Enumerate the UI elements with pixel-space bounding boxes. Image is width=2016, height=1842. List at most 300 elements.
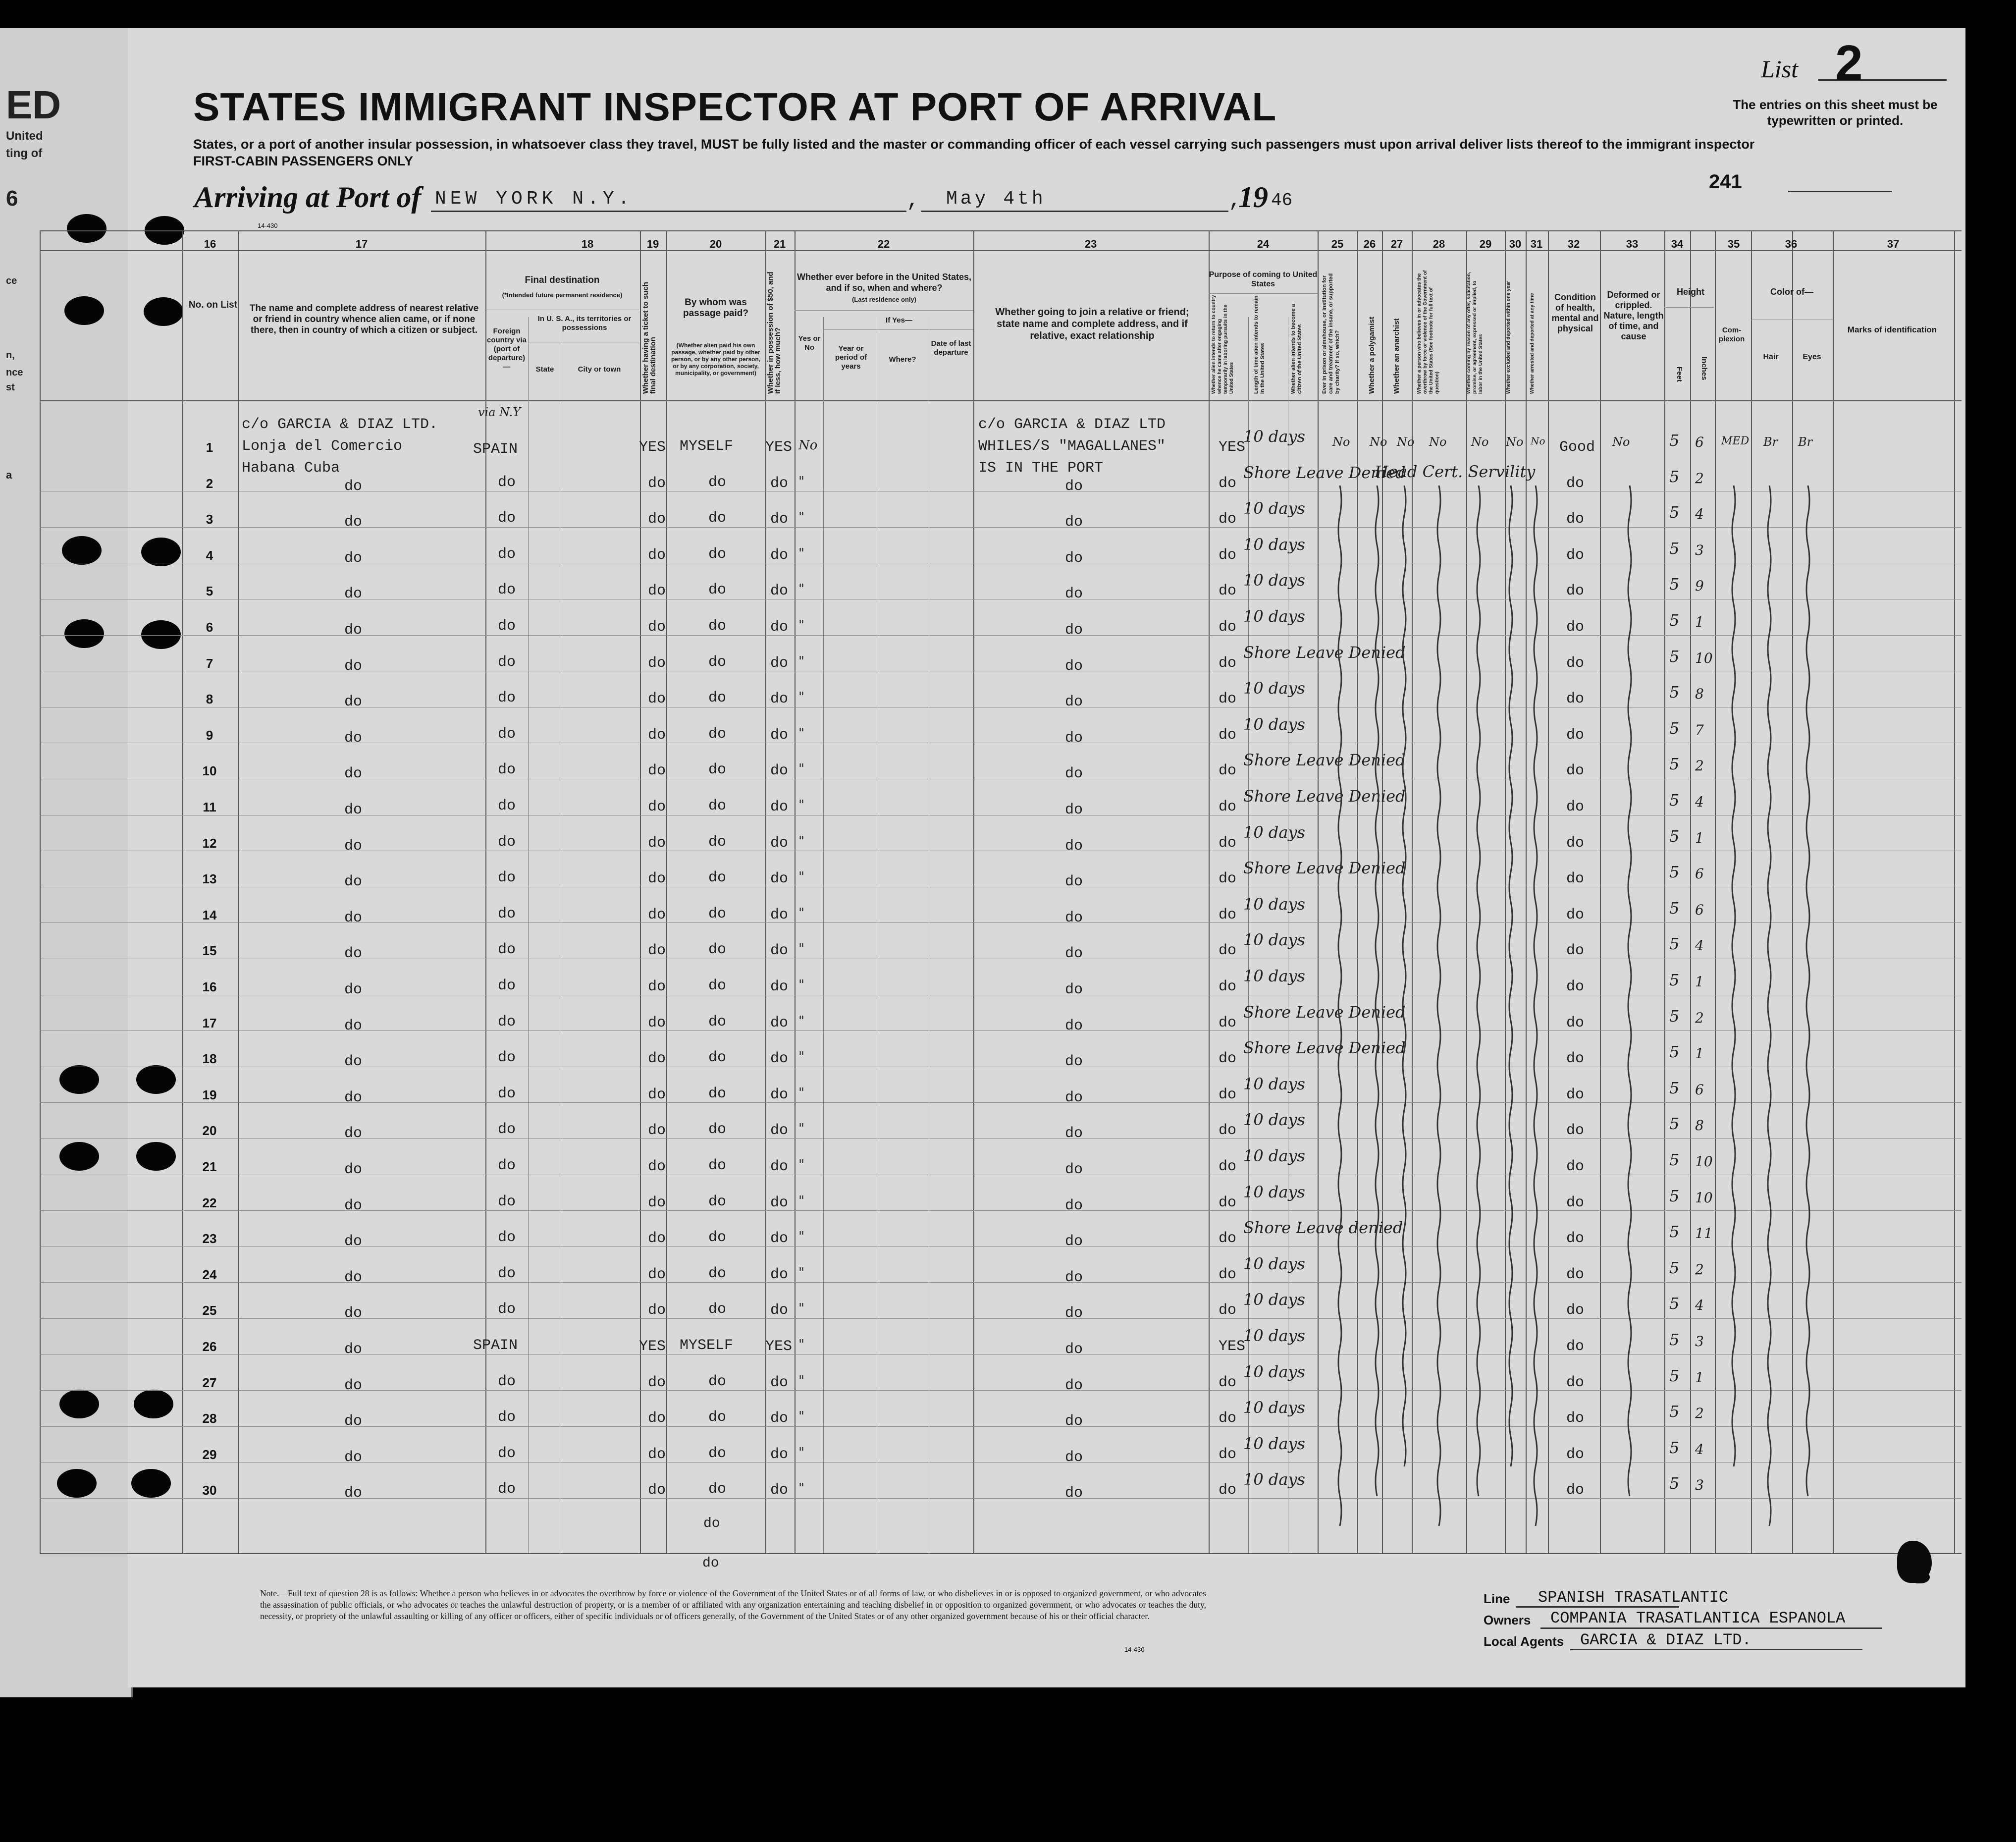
- ticket-value: do: [648, 1374, 666, 1391]
- length-of-stay: 10 days: [1243, 607, 1305, 626]
- destination-country: do: [498, 1013, 516, 1030]
- column-number: 32: [1567, 238, 1580, 250]
- header-inches: Inches: [1700, 357, 1708, 380]
- column-number: 26: [1363, 238, 1376, 250]
- relative-ditto: do: [344, 909, 363, 926]
- ticket-value: do: [648, 726, 666, 744]
- column-number: 33: [1626, 238, 1639, 250]
- table-top-rule: [40, 230, 1962, 231]
- relative-ditto: do: [344, 1377, 363, 1394]
- header-relative: The name and complete address of nearest relative or friend in country whence alien came, or if none there, then in country of which a citizen or subject.: [249, 303, 479, 335]
- return-value: do: [1219, 654, 1237, 672]
- footnote-question-28: Note.—Full text of question 28 is as follows: Whether a person who believes in or advocates the overthrow by force or violence of the Government of the United States or of all forms of law, or who disbelieves in or is opposed to organized government, or who advocates the assassination of public officials, or who advocates or teaches the unlawful destruction of property, or is a member of or affiliated with any organization entertaining and teaching disbelief in or opposition to organized government, or who advocates or teaches the duty, necessity, or propriety of the unlawful assaulting or killing of any officer or officers, either of specific individuals or of officers generally, of the Government of the United States or of any other organized government because of his or their official character.: [260, 1588, 1206, 1621]
- money-value: do: [770, 1086, 789, 1103]
- length-of-stay: 10 days: [1243, 1182, 1305, 1201]
- fragment-text: ting of: [6, 147, 43, 160]
- subheader-rule: [1664, 307, 1714, 308]
- header-where: Where?: [889, 355, 916, 364]
- health-condition: do: [1566, 475, 1585, 492]
- length-of-stay: 10 days: [1243, 571, 1305, 590]
- header-deformed: Deformed or crippled. Nature, length of time, and cause: [1603, 290, 1664, 341]
- header-foreign-country: Foreign country via (port of departure)—: [486, 327, 527, 371]
- row-number: 8: [206, 692, 213, 707]
- return-value: do: [1219, 1050, 1237, 1068]
- length-of-stay: Shore Leave Denied: [1243, 1038, 1406, 1058]
- owners-underline: [1540, 1627, 1882, 1629]
- relative-ditto: do: [344, 1305, 363, 1322]
- destination-country: SPAIN: [473, 1337, 518, 1354]
- before-in-us: ": [798, 725, 804, 741]
- column-number: 21: [773, 238, 786, 250]
- money-value: do: [770, 619, 789, 636]
- joining-ditto: do: [1065, 586, 1083, 603]
- height-inches: 1: [1695, 974, 1704, 990]
- ticket-value: do: [648, 546, 666, 564]
- money-value: do: [770, 1266, 789, 1283]
- height-inches: 4: [1695, 1441, 1704, 1458]
- header-class: FIRST-CABIN PASSENGERS ONLY: [193, 154, 414, 168]
- return-value: do: [1219, 906, 1237, 923]
- before-in-us: ": [798, 798, 804, 813]
- destination-country: do: [498, 545, 516, 563]
- height-inches: 1: [1695, 1369, 1704, 1386]
- return-value: do: [1219, 1230, 1237, 1247]
- height-feet: 5: [1669, 1294, 1680, 1313]
- passage-paid: do: [708, 905, 727, 922]
- money-value: do: [770, 726, 789, 744]
- height-inches: 4: [1695, 1297, 1704, 1314]
- height-inches: 3: [1695, 1477, 1704, 1494]
- return-value: do: [1219, 1482, 1237, 1499]
- relative-ditto: do: [344, 1485, 363, 1502]
- destination-country: do: [498, 1409, 516, 1426]
- header-list-number: No. on List: [188, 300, 238, 310]
- before-in-us: ": [798, 1301, 804, 1316]
- passage-paid: do: [708, 1193, 727, 1210]
- height-feet: 5: [1669, 539, 1680, 558]
- stray-ditto: do: [702, 1556, 719, 1571]
- length-of-stay: 10 days: [1243, 822, 1305, 842]
- labor-offer: No: [1506, 435, 1524, 449]
- before-in-us: ": [798, 1229, 804, 1245]
- passage-paid: do: [708, 1121, 727, 1138]
- joining-ditto: do: [1065, 1233, 1083, 1250]
- health-condition: do: [1566, 978, 1585, 995]
- before-in-us: ": [798, 545, 804, 561]
- relative-ditto: do: [344, 1089, 363, 1106]
- relative-ditto: do: [344, 729, 363, 747]
- height-feet: 5: [1669, 467, 1680, 486]
- destination-country: do: [498, 1085, 516, 1102]
- passage-paid: do: [708, 1013, 727, 1030]
- ticket-value: do: [648, 1302, 666, 1319]
- health-condition: do: [1566, 762, 1585, 780]
- header-final-destination-sub: (*Intended future permanent residence): [502, 291, 623, 299]
- height-feet: 5: [1669, 1330, 1680, 1349]
- relative-ditto: do: [344, 765, 363, 783]
- height-feet: 5: [1669, 1042, 1680, 1062]
- before-in-us: ": [798, 1373, 804, 1388]
- ticket-value: do: [648, 619, 666, 636]
- row-number: 15: [202, 943, 217, 959]
- destination-country: do: [498, 869, 516, 887]
- money-value: do: [770, 1446, 789, 1463]
- comma: ,: [1228, 188, 1242, 213]
- height-inches: 11: [1695, 1225, 1713, 1242]
- money-value: do: [770, 1230, 789, 1247]
- port-value: NEW YORK N.Y.: [435, 188, 634, 210]
- fragment-text: 6: [6, 186, 18, 211]
- length-of-stay: 10 days: [1243, 535, 1305, 554]
- money-value: do: [770, 942, 789, 960]
- list-number: 2: [1835, 35, 1863, 91]
- header-feet: Feet: [1675, 367, 1684, 382]
- before-in-us: ": [798, 1121, 804, 1137]
- header-purpose: Purpose of coming to United States: [1209, 271, 1318, 288]
- relative-address-line: c/o GARCIA & DIAZ LTD.: [242, 416, 438, 433]
- height-feet: 5: [1669, 863, 1680, 882]
- money-value: do: [770, 834, 789, 852]
- column-number: 30: [1509, 238, 1522, 250]
- passage-paid: do: [708, 977, 727, 994]
- health-condition: do: [1566, 1410, 1585, 1427]
- height-inches: 2: [1695, 470, 1704, 487]
- length-of-stay: 10 days: [1243, 1470, 1305, 1489]
- destination-country: do: [498, 905, 516, 922]
- header-state: State: [535, 365, 554, 374]
- row-number: 13: [202, 871, 217, 887]
- health-condition: do: [1566, 1086, 1585, 1103]
- joining-ditto: do: [1065, 622, 1083, 639]
- height-inches: 6: [1695, 434, 1704, 450]
- deformed: No: [1612, 435, 1630, 449]
- header-instructions: States, or a port of another insular possession, in whatsoever class they travel, MUST be fully listed and the master or commanding officer of each vessel carrying such passengers must upon arrival deliver lists thereof to the immigrant inspector: [193, 137, 1755, 152]
- health-condition: do: [1566, 619, 1585, 636]
- prison: No: [1370, 435, 1387, 449]
- height-inches: 1: [1695, 614, 1704, 630]
- row-rule: [40, 1318, 1962, 1319]
- before-in-us: ": [798, 1157, 804, 1172]
- page-title: STATES IMMIGRANT INSPECTOR AT PORT OF ARRIVAL: [193, 85, 1277, 129]
- list-label: List: [1761, 55, 1799, 83]
- row-rule: [40, 1462, 1962, 1463]
- return-value: do: [1219, 1374, 1237, 1391]
- length-of-stay: 10 days: [1243, 1074, 1305, 1093]
- date-value: May 4th: [946, 188, 1046, 210]
- height-feet: 5: [1669, 503, 1680, 522]
- before-in-us: ": [798, 1265, 804, 1280]
- before-in-us: ": [798, 1013, 804, 1029]
- column-number: 28: [1432, 238, 1445, 250]
- fragment-text: nce: [6, 367, 23, 378]
- joining-ditto: do: [1065, 981, 1083, 998]
- row-number: 6: [206, 620, 213, 635]
- joining-ditto: do: [1065, 1413, 1083, 1430]
- health-condition: do: [1566, 726, 1585, 744]
- row-number: 12: [202, 835, 217, 851]
- header-marks: Marks of identification: [1847, 325, 1937, 334]
- money-value: do: [770, 475, 789, 492]
- height-feet: 5: [1669, 1186, 1680, 1205]
- return-value: do: [1219, 583, 1237, 600]
- column-number: 25: [1331, 238, 1344, 250]
- row-rule: [40, 922, 1962, 923]
- row-rule: [40, 1426, 1962, 1427]
- row-number: 20: [202, 1123, 217, 1138]
- joining-ditto: do: [1065, 729, 1083, 747]
- before-in-us: ": [798, 510, 804, 525]
- row-rule: [40, 1102, 1962, 1103]
- joining-ditto: do: [1065, 1269, 1083, 1286]
- money-value: do: [770, 1482, 789, 1499]
- length-of-stay: 10 days: [1243, 1110, 1305, 1130]
- length-of-stay: 10 days: [1243, 967, 1305, 985]
- joining-ditto: do: [1065, 1485, 1083, 1502]
- joining-line: IS IN THE PORT: [978, 460, 1104, 477]
- row-number: 11: [203, 800, 216, 814]
- return-value: do: [1219, 511, 1237, 528]
- sheet-number: 241: [1709, 171, 1742, 193]
- health-condition: do: [1566, 1482, 1585, 1499]
- height-inches: 6: [1695, 1081, 1704, 1098]
- passage-paid: do: [708, 1445, 727, 1462]
- destination-country: do: [498, 1157, 516, 1174]
- health-condition: do: [1566, 1194, 1585, 1211]
- relative-ditto: do: [344, 657, 363, 675]
- joining-ditto: do: [1065, 1341, 1083, 1358]
- column-number: 27: [1390, 238, 1403, 250]
- height-feet: 5: [1669, 683, 1680, 702]
- joining-ditto: do: [1065, 478, 1083, 495]
- relative-ditto: do: [344, 514, 363, 531]
- header-purpose-return: Whether alien intends to return to country whence he came after engaging temporarily in laboring pursuits in the United States: [1211, 295, 1234, 394]
- table-bottom-rule: [40, 1553, 1962, 1554]
- row-number: 22: [202, 1195, 217, 1210]
- joining-ditto: do: [1065, 909, 1083, 926]
- return-value: do: [1219, 1158, 1237, 1175]
- joining-ditto: do: [1065, 1125, 1083, 1142]
- owners-value: COMPANIA TRASATLANTICA ESPANOLA: [1550, 1609, 1846, 1627]
- arriving-label: Arriving at Port of: [194, 181, 422, 214]
- relative-ditto: do: [344, 622, 363, 639]
- height-inches: 7: [1695, 721, 1704, 738]
- health-condition: do: [1566, 1302, 1585, 1319]
- row-rule: [40, 1210, 1962, 1211]
- money-value: do: [770, 762, 789, 780]
- excluded: No: [1531, 435, 1545, 447]
- joining-ditto: do: [1065, 873, 1083, 891]
- before-in-us: ": [798, 1049, 804, 1065]
- length-of-stay: 10 days: [1243, 1362, 1305, 1381]
- row-number: 17: [202, 1015, 217, 1030]
- ticket-value: do: [648, 1266, 666, 1283]
- row-number: 1: [206, 440, 213, 455]
- year-suffix: 46: [1271, 190, 1293, 211]
- column-number: 24: [1257, 238, 1270, 250]
- height-inches: 10: [1695, 1189, 1713, 1206]
- row-number: 14: [202, 907, 217, 922]
- height-inches: 9: [1695, 578, 1704, 595]
- relative-ditto: do: [344, 1269, 363, 1286]
- row-number: 27: [202, 1375, 217, 1390]
- ticket-value: do: [648, 654, 666, 672]
- passage-paid: do: [708, 798, 727, 814]
- height-feet: 5: [1669, 1078, 1680, 1097]
- before-in-us: ": [798, 1085, 804, 1100]
- height-feet: 5: [1669, 1222, 1680, 1242]
- length-of-stay: 10 days: [1243, 714, 1305, 734]
- return-value: YES: [1219, 1338, 1246, 1355]
- destination-country: do: [498, 1445, 516, 1462]
- header-before-sub: (Last residence only): [851, 296, 917, 303]
- destination-country: do: [498, 582, 516, 599]
- ticket-value: do: [648, 691, 666, 708]
- column-number: 22: [877, 238, 890, 250]
- row-rule: [40, 1030, 1962, 1031]
- passage-paid: do: [708, 653, 727, 671]
- passage-paid: do: [708, 690, 727, 707]
- passage-paid: do: [708, 1481, 727, 1498]
- header-health: Condition of health, mental and physical: [1551, 292, 1599, 333]
- ticket-value: do: [648, 762, 666, 780]
- agents-label: Local Agents: [1484, 1634, 1564, 1649]
- header-city: City or town: [578, 365, 621, 374]
- height-inches: 2: [1695, 1009, 1704, 1026]
- money-value: YES: [765, 439, 793, 456]
- height-inches: 2: [1695, 1261, 1704, 1278]
- joining-ditto: do: [1065, 765, 1083, 783]
- ticket-value: do: [648, 1086, 666, 1103]
- return-value: do: [1219, 870, 1237, 888]
- joining-ditto: do: [1065, 694, 1083, 711]
- relative-ditto: do: [344, 478, 363, 495]
- length-of-stay: Shore Leave Denied: [1243, 463, 1406, 482]
- ticket-value: do: [648, 475, 666, 492]
- ticket-value: do: [648, 1194, 666, 1211]
- ticket-value: do: [648, 1014, 666, 1031]
- relative-ditto: do: [344, 1161, 363, 1178]
- passage-paid: do: [708, 618, 727, 635]
- column-rule: [528, 317, 529, 1553]
- money-value: do: [770, 978, 789, 995]
- health-condition: do: [1566, 1338, 1585, 1355]
- header-passage-paid-sub: (Whether alien paid his own passage, whether paid by other person, or by any other person, or by any corporation, society, municipality, or government): [671, 342, 761, 377]
- passage-paid: do: [708, 1085, 727, 1102]
- money-value: do: [770, 546, 789, 564]
- via-port: via N.Y: [478, 405, 521, 419]
- relative-ditto: do: [344, 694, 363, 711]
- before-in-us: ": [798, 653, 804, 669]
- passage-paid: do: [708, 474, 727, 491]
- fragment-text: a: [6, 469, 12, 481]
- before-in-us: ": [798, 1481, 804, 1496]
- return-value: do: [1219, 726, 1237, 744]
- height-feet: 5: [1669, 431, 1680, 450]
- health-condition: do: [1566, 691, 1585, 708]
- row-number: 26: [202, 1339, 217, 1354]
- height-feet: 5: [1669, 1474, 1680, 1493]
- return-value: do: [1219, 691, 1237, 708]
- form-number: 14-430: [258, 222, 278, 229]
- row-rule: [40, 1390, 1962, 1391]
- fragment-text: ED: [6, 83, 61, 127]
- column-number: 16: [204, 238, 216, 250]
- health-condition: Good: [1559, 439, 1595, 456]
- return-value: do: [1219, 942, 1237, 960]
- relative-ditto: do: [344, 837, 363, 855]
- entries-note: The entries on this sheet must be typewritten or printed.: [1733, 97, 1938, 128]
- health-condition: do: [1566, 1230, 1585, 1247]
- column-number: 31: [1530, 238, 1543, 250]
- destination-country: do: [498, 833, 516, 851]
- relative-ditto: do: [344, 802, 363, 818]
- height-inches: 6: [1695, 901, 1704, 918]
- height-inches: 8: [1695, 1117, 1704, 1134]
- ticket-value: YES: [639, 439, 666, 456]
- joining-ditto: do: [1065, 657, 1083, 675]
- health-condition: do: [1566, 1446, 1585, 1463]
- ticket-value: do: [648, 1122, 666, 1139]
- joining-ditto: do: [1065, 1017, 1083, 1034]
- row-number: 28: [202, 1411, 217, 1426]
- money-value: do: [770, 1374, 789, 1391]
- relative-ditto: do: [344, 945, 363, 963]
- row-number: 29: [202, 1447, 217, 1462]
- row-number: 16: [202, 979, 217, 994]
- passage-paid: do: [708, 1373, 727, 1390]
- length-of-stay: 10 days: [1243, 1290, 1305, 1309]
- header-polygamist: Whether a polygamist: [1368, 317, 1376, 394]
- return-value: do: [1219, 546, 1237, 564]
- before-in-us: No: [798, 438, 818, 453]
- health-condition: do: [1566, 942, 1585, 960]
- health-condition: do: [1566, 546, 1585, 564]
- relative-ditto: do: [344, 1125, 363, 1142]
- destination-country: do: [498, 1301, 516, 1318]
- health-condition: do: [1566, 799, 1585, 815]
- ticket-value: do: [648, 1410, 666, 1427]
- ink-blot: [1911, 1571, 1930, 1583]
- row-number: 24: [202, 1267, 217, 1282]
- money-value: do: [770, 1122, 789, 1139]
- header-bottom-rule: [40, 400, 1962, 401]
- length-of-stay: Shore Leave Denied: [1243, 1002, 1406, 1022]
- relative-ditto: do: [344, 873, 363, 891]
- citizen-intent: No: [1332, 435, 1350, 449]
- passage-paid: MYSELF: [680, 438, 734, 455]
- header-year: Year or period of years: [835, 344, 867, 371]
- joining-ditto: do: [1065, 1053, 1083, 1071]
- joining-ditto: do: [1065, 549, 1083, 567]
- fragment-text: ce: [6, 275, 17, 286]
- money-value: do: [770, 1194, 789, 1211]
- header-arrested: Whether arrested and deported at any time: [1530, 293, 1535, 394]
- length-of-stay: Shore Leave Denied: [1243, 643, 1406, 662]
- before-in-us: ": [798, 1445, 804, 1460]
- return-value: do: [1219, 1086, 1237, 1103]
- money-value: do: [770, 1158, 789, 1175]
- destination-country: do: [498, 1049, 516, 1067]
- length-of-stay: 10 days: [1243, 1326, 1305, 1345]
- passage-paid: do: [708, 1409, 727, 1426]
- ticket-value: do: [648, 942, 666, 960]
- passage-paid: do: [708, 582, 727, 599]
- before-in-us: ": [798, 761, 804, 777]
- return-value: do: [1219, 978, 1237, 995]
- length-of-stay: 10 days: [1243, 427, 1305, 446]
- column-number: 23: [1084, 238, 1097, 250]
- money-value: do: [770, 906, 789, 923]
